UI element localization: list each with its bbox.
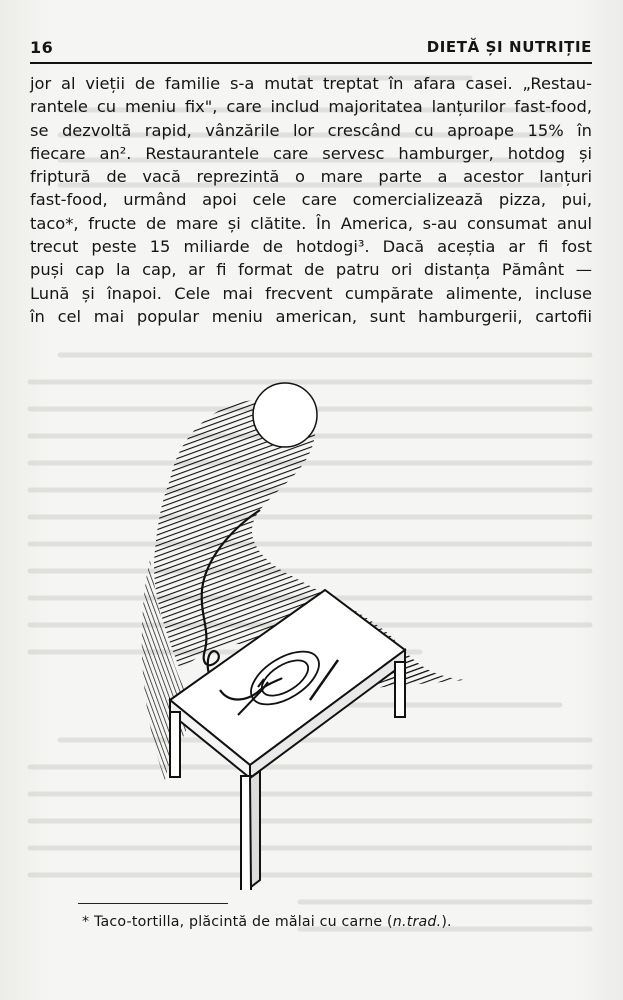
footnote-text: * Taco-tortilla, plăcintă de mălai cu carne ( xyxy=(82,914,393,930)
footnote-rule xyxy=(78,903,228,904)
text-line: în cel mai popular meniu american, sunt hamburgerii, cartofii xyxy=(30,306,592,326)
running-title: DIETĂ ȘI NUTRIȚIE xyxy=(426,38,592,56)
text-line: jor al vieții de familie s-a mutat treptat în afara casei. „Restau- xyxy=(30,74,592,93)
text-line: fiecare an². Restaurantele care servesc hamburger, hotdog și xyxy=(30,143,592,163)
text-line: trecut peste 15 miliarde de hotdogi³. Dacă aceștia ar fi fost xyxy=(30,237,592,257)
table-plate-illustration xyxy=(110,360,490,890)
text-line: fast-food, urmând apoi cele care comercializează pizza, pui, xyxy=(30,190,592,210)
text-line: se dezvoltă rapid, vânzările lor crescând cu aproape 15% în xyxy=(30,120,592,140)
header-rule xyxy=(30,62,592,64)
text-line: rantele cu meniu fix", care includ majoritatea lanțurilor fast-food, xyxy=(30,97,592,117)
text-line: taco*, fructe de mare și clătite. În America, s-au consumat anul xyxy=(30,213,592,233)
footnote xyxy=(82,914,452,930)
body-paragraph xyxy=(30,72,592,328)
text-line: Lună și înapoi. Cele mai frecvent cumpărate alimente, incluse xyxy=(30,283,592,303)
moon xyxy=(253,383,317,447)
page-number: 16 xyxy=(30,38,54,57)
text-line: puși cap la cap, ar fi format de patru ori distanța Pământ — xyxy=(30,260,592,280)
footnote-italic: n.trad. xyxy=(392,914,442,930)
footnote-end: ). xyxy=(441,914,452,930)
page-header xyxy=(30,38,592,60)
text-line: friptură de vacă reprezintă o mare parte a acestor lanțuri xyxy=(30,167,592,187)
